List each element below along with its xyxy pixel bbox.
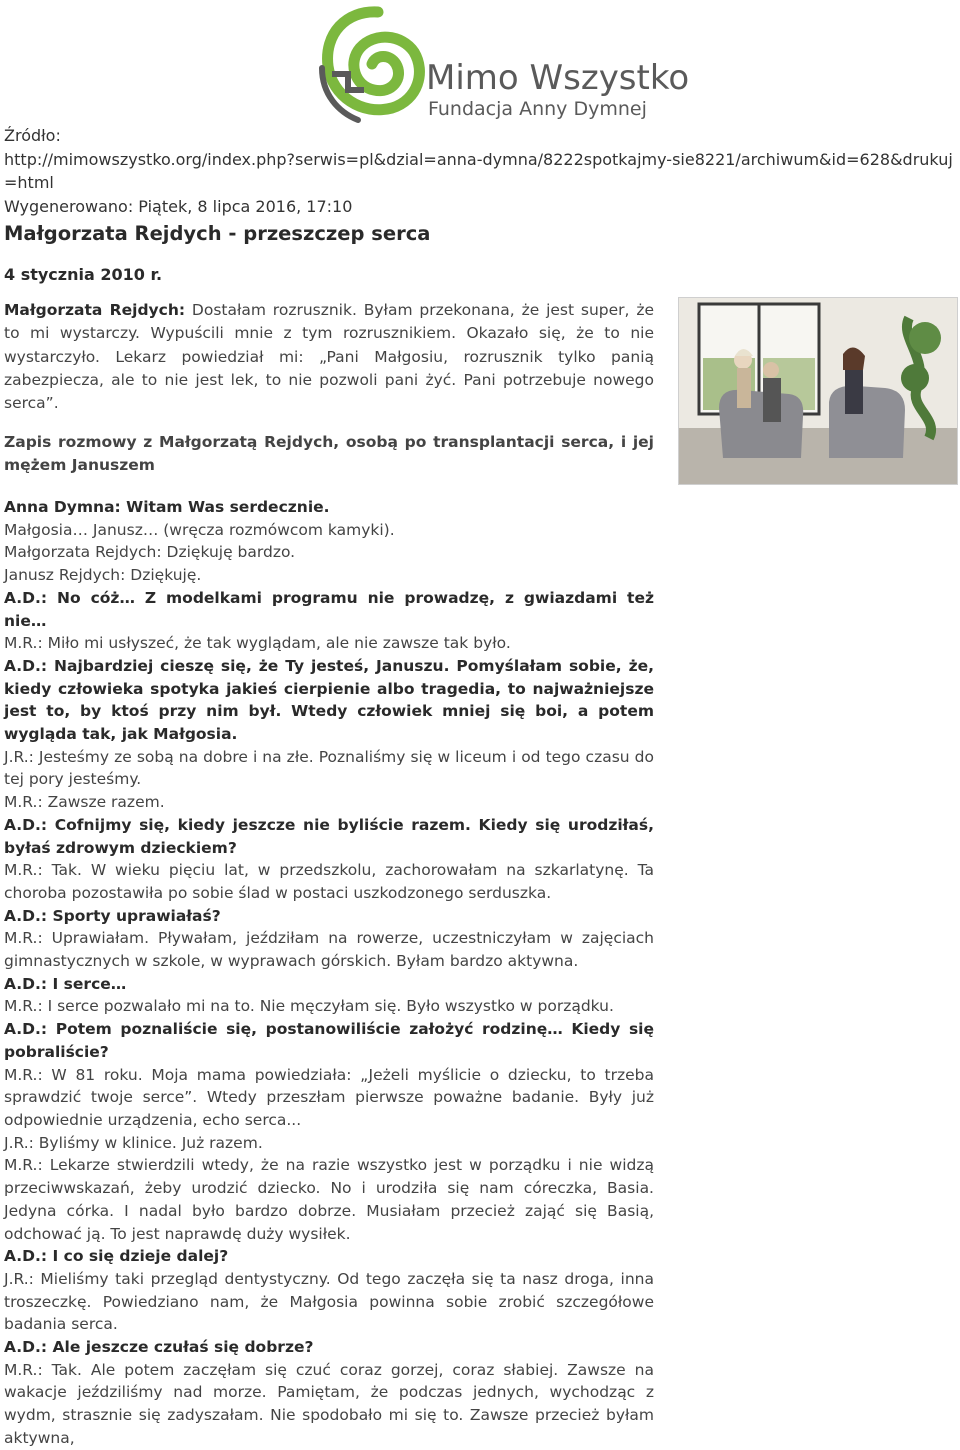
intro-speaker: Małgorzata Rejdych: (4, 301, 186, 319)
interview-photo (678, 297, 958, 485)
article-title: Małgorzata Rejdych - przeszczep serca (4, 222, 431, 245)
dialogue-answer: Małgorzata Rejdych: Dziękuję bardzo. (4, 543, 296, 562)
dialogue-question: A.D.: Cofnijmy się, kiedy jeszcze nie byliście razem. Kiedy się urodziłaś, byłaś zdrowym dzieckiem? (4, 815, 654, 857)
dialogue-question: A.D.: Potem poznaliście się, postanowiliście założyć rodzinę… Kiedy się pobraliście? (4, 1020, 654, 1061)
dialogue-answer: M.R.: I serce pozwalało mi na to. Nie męczyłam się. Było wszystko w porządku. (4, 997, 614, 1016)
dialogue-answer: M.R.: Uprawiałam. Pływałam, jeździłam na rowerze, uczestniczyłam w zajęciach gimnastycznych w szkole, w wyprawach górskich. Byłam bardzo aktywna. (4, 929, 654, 971)
source-label: Źródło: (4, 126, 61, 145)
logo-brand-name: Mimo Wszystko (426, 58, 690, 98)
dialogue-answer: Janusz Rejdych: Dziękuję. (4, 566, 202, 585)
dialogue-question: A.D.: Najbardziej cieszę się, że Ty jesteś, Januszu. Pomyślałam sobie, że, kiedy człowieka spotyka jakieś cierpienie albo tragedia, to najważniejsze jest to, by ktoś przy nim był. Wtedy człowiek mniej się boi, a potem wygląda tak, jak Małgosia. (4, 656, 654, 744)
document-meta (4, 124, 960, 218)
dialogue-answer: Małgosia… Janusz… (wręcza rozmówcom kamyki). (4, 520, 395, 539)
dialogue-answer: J.R.: Jesteśmy ze sobą na dobre i na złe. Poznaliśmy się w liceum i od tego czasu do tej pory jesteśmy. (4, 747, 654, 789)
dialogue-question: A.D.: No cóż… Z modelkami programu nie prowadzę, z gwiazdami też nie… (4, 588, 654, 630)
logo-foundation-name: Fundacja Anny Dymnej (428, 98, 647, 120)
intro-text: Dostałam rozrusznik. Byłam przekonana, że jest super, że to mi wystarczy. Wypuścili mnie z tym rozrusznikiem. Okazało się, że to nie wystarczyło. Lekarz powiedział mi: „Pani Małgosiu, rozrusznik tylko panią zabezpiecza, ale to nie jest lek, to nie pozwoli pani żyć. Pani potrzebuje nowego serca”. (4, 301, 654, 413)
dialogue-question: A.D.: I co się dzieje dalej? (4, 1247, 229, 1266)
dialogue-answer: M.R.: Zawsze razem. (4, 793, 165, 812)
source-url[interactable]: http://mimowszystko.org/index.php?serwis=pl&dzial=anna-dymna/8222spotkajmy-sie8221/archiwum&id=628&drukuj=html (4, 149, 953, 192)
dialogue-question: A.D.: Sporty uprawiałaś? (4, 906, 221, 925)
generated-timestamp: Wygenerowano: Piątek, 8 lipca 2016, 17:10 (4, 196, 353, 216)
dialogue-answer: M.R.: Miło mi usłyszeć, że tak wyglądam, ale nie zawsze tak było. (4, 634, 511, 653)
dialogue-question: Anna Dymna: Witam Was serdecznie. (4, 498, 330, 516)
article-intro (4, 299, 654, 415)
dialogue-answer: M.R.: Tak. W wieku pięciu lat, w przedszkolu, zachorowałam na szkarlatynę. Ta choroba pozostawiła po sobie ślad w postaci uszkodzonego serduszka. (4, 861, 654, 902)
article-date: 4 stycznia 2010 r. (4, 265, 163, 284)
dialogue-answer: M.R.: Tak. Ale potem zaczęłam się czuć coraz gorzej, coraz słabiej. Zawsze na wakacje jeździliśmy nad morze. Pamiętam, że podczas jednych, wychodząc z wydm, strasznie się zadyszałam. Nie spodobało mi się to. Zawsze przecież byłam aktywna, (4, 1360, 654, 1447)
dialogue-answer: M.R.: W 81 roku. Moja mama powiedziała: „Jeżeli myślicie o dziecku, to trzeba sprawdzić twoje serce”. Wtedy przeszłam pierwsze poważne badanie. Były już odpowiednie urządzenia, echo serca... (4, 1065, 654, 1129)
dialogue-question: A.D.: I serce… (4, 974, 127, 993)
dialogue-question: A.D.: Ale jeszcze czułaś się dobrze? (4, 1338, 314, 1357)
interview-transcript (4, 496, 654, 1450)
dialogue-answer: M.R.: Lekarze stwierdzili wtedy, że na razie wszystko jest w porządku i nie widzą przeciwwskazań, żeby urodzić dziecko. No i urodziła się nam córeczka, Basia. Jedyna córka. I nadal było bardzo dobrze. Musiałam przecież zająć się Basią, odchować ją. To jest naprawdę duży wysiłek. (4, 1156, 654, 1243)
article-subtitle: Zapis rozmowy z Małgorzatą Rejdych, osobą po transplantacji serca, i jej mężem Januszem (4, 433, 654, 475)
dialogue-answer: J.R.: Byliśmy w klinice. Już razem. (4, 1133, 263, 1152)
dialogue-answer: J.R.: Mieliśmy taki przegląd dentystyczny. Od tego zaczęła się ta nasz droga, inna troszeczkę. Powiedziano nam, że Małgosia powinna sobie zrobić szczegółowe badania serca. (4, 1269, 654, 1334)
foundation-logo (318, 4, 690, 126)
interview-photo-illustration (679, 298, 957, 484)
spiral-logo-icon (318, 4, 428, 126)
